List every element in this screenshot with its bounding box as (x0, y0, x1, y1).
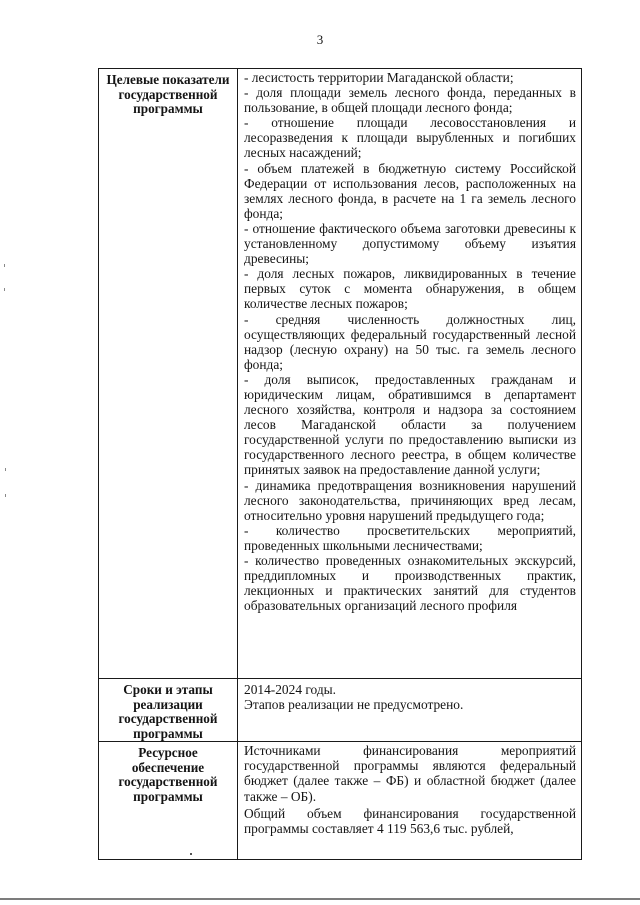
indicator-item: - объем платежей в бюджетную систему Российской Федерации от использования лесов, расположенных на землях лесного фонда, в расчете на 1 га земель лесного фонда; (244, 160, 576, 221)
program-passport-table (98, 68, 582, 860)
funding-total-paragraph: Общий объем финансирования государственной программы составляет 4 119 563,6 тыс. рублей, (244, 805, 576, 837)
scan-speck (4, 264, 5, 267)
row-label-target-indicators: Целевые показатели государственной программы (99, 69, 238, 679)
timeline-stages-note: Этапов реализации не предусмотрено. (244, 697, 464, 712)
row-label-timeline: Сроки и этапы реализации государственной программы (99, 679, 238, 742)
timeline-years: 2014-2024 годы. (244, 682, 336, 697)
indicator-item: - количество просветительских мероприятий, проведенных школьными лесничествами; (244, 522, 576, 553)
funding-sources-paragraph: Источниками финансирования мероприятий государственной программы являются федеральный бюджет (далее также – ФБ) и областной бюджет (далее также – ОБ). (244, 743, 576, 804)
target-indicators-list (238, 69, 582, 679)
indicator-item: - доля выписок, предоставленных гражданам и юридическим лицам, обратившимся в департамент лесного хозяйства, контроля и надзора за состоянием лесов Магаданской области за получением государственной услуги по предоставлению выписки из государственного лесного реестра, в общем количестве принятых заявок на предоставление данной услуги; (244, 371, 576, 478)
resources-content (238, 742, 582, 860)
indicator-item: - динамика предотвращения возникновения нарушений лесного законодательства, причиняющих вред лесам, относительно уровня нарушений предыдущего года; (244, 477, 576, 523)
row-label-resources: Ресурсное обеспечение государственной программы (99, 742, 238, 860)
scan-speck (4, 288, 5, 291)
indicator-item: - доля площади земель лесного фонда, переданных в пользование, в общей площади лесного фонда; (244, 85, 576, 116)
indicator-item: - средняя численность должностных лиц, осуществляющих федеральный государственный лесной надзор (лесную охрану) на 50 тыс. га земель лесного фонда; (244, 311, 576, 372)
page-number: 3 (316, 32, 324, 47)
scan-edge-line (0, 898, 640, 900)
table-row-resources (99, 742, 582, 860)
table-row-target-indicators (99, 69, 582, 679)
indicator-item: - лесистость территории Магаданской области; (244, 70, 514, 85)
indicator-item: - отношение фактического объема заготовки древесины к установленному допустимому объему изъятия древесины; (244, 220, 576, 267)
scan-speck (190, 853, 192, 855)
scan-speck (5, 468, 6, 471)
indicator-item: - доля лесных пожаров, ликвидированных в течение первых суток с момента обнаружения, в общем количестве лесных пожаров; (244, 266, 576, 312)
timeline-content (238, 679, 582, 742)
indicator-item: - отношение площади лесовосстановления и лесоразведения к площади вырубленных и погибших лесных насаждений; (244, 115, 576, 161)
scan-speck (5, 494, 6, 497)
indicator-item: - количество проведенных ознакомительных экскурсий, преддипломных и производственных практик, лекционных и практических занятий для студентов образовательных организаций лесного профиля (244, 553, 576, 614)
table-row-timeline (99, 679, 582, 742)
